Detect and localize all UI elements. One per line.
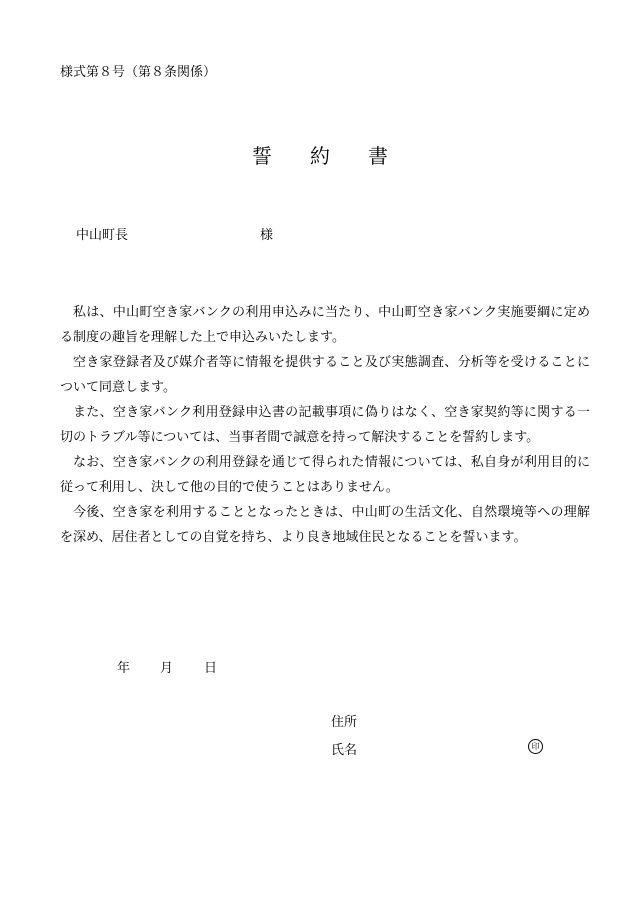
date-day-label: 日 <box>204 661 218 676</box>
pledge-paragraph: また、空き家バンク利用登録申込書の記載事項に偽りはなく、空き家契約等に関する一切のトラブル等については、当事者間で誠意を持って解決することを誓約します。 <box>60 405 590 445</box>
address-label: 住所 <box>331 715 358 730</box>
form-number: 様式第８号（第８条関係） <box>60 65 217 80</box>
pledge-paragraph: 今後、空き家を利用することとなったときは、中山町の生活文化、自然環境等への理解を深め、居住者としての自覚を持ち、より良き地域住民となることを誓います。 <box>60 505 590 545</box>
pledge-paragraph: 私は、中山町空き家バンクの利用申込みに当たり、中山町空き家バンク実施要綱に定める制度の趣旨を理解した上で申込みいたします。 <box>60 305 590 345</box>
pledge-paragraph: 空き家登録者及び媒介者等に情報を提供すること及び実態調査、分析等を受けることについて同意します。 <box>60 355 590 395</box>
date-month-label: 月 <box>160 661 174 676</box>
pledge-body <box>60 300 590 550</box>
name-label: 氏名 <box>331 743 358 758</box>
date-year-label: 年 <box>117 661 131 676</box>
document-title: 誓約書 <box>252 144 426 168</box>
seal-mark: 印 <box>528 739 543 754</box>
honorific: 様 <box>260 228 274 243</box>
pledge-paragraph: なお、空き家バンクの利用登録を通じて得られた情報については、私自身が利用目的に従って利用し、決して他の目的で使うことはありません。 <box>60 455 590 495</box>
addressee: 中山町長 <box>76 228 129 243</box>
